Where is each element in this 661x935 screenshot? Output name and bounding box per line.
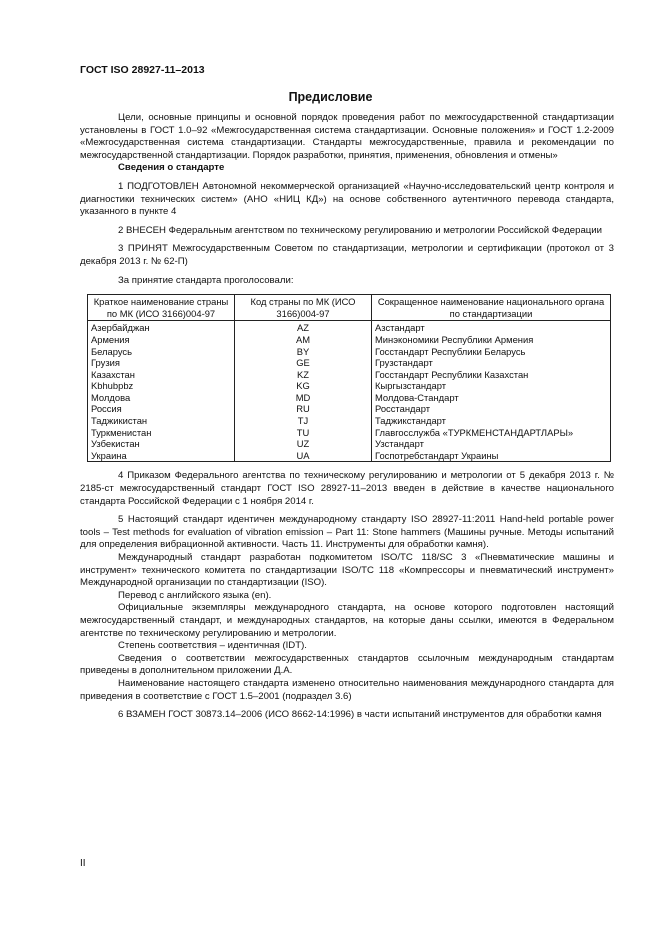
cell-code: AZ xyxy=(235,321,372,334)
cell-body: Азстандарт xyxy=(372,321,611,334)
cell-body: Таджикстандарт xyxy=(372,415,611,427)
item-5-degree: Степень соответствия – идентичная (IDT). xyxy=(118,640,307,652)
item-6: 6 ВЗАМЕН ГОСТ 30873.14–2006 (ИСО 8662-14:1996) в части испытаний инструментов для обработки камня xyxy=(118,709,602,721)
item-5-developer: Международный стандарт разработан подкомитетом ISO/TC 118/SC 3 «Пневматические машины и инструмент» технического комитета по стандартизации ISO/TC 118 «Компрессоры и пневматический инструмент» Международной организации по стандартизации (ISO). xyxy=(80,552,614,589)
cell-country: Азербайджан xyxy=(88,321,235,334)
table-header-code: Код страны по МК (ИСО 3166)004-97 xyxy=(235,295,372,321)
table-row xyxy=(88,415,611,427)
table-row xyxy=(88,357,611,369)
item-5-copies: Официальные экземпляры международного стандарта, на основе которого подготовлен настоящий межгосударственный стандарт, и международных стандартов, на которые даны ссылки, имеются в Федеральном агентстве по техническому регулированию и метрологии. xyxy=(80,602,614,639)
cell-body: Госпотребстандарт Украины xyxy=(372,450,611,462)
voting-table xyxy=(87,294,611,462)
cell-code: AM xyxy=(235,334,372,346)
cell-code: KG xyxy=(235,380,372,392)
document-body xyxy=(80,112,614,722)
subheading: Сведения о стандарте xyxy=(118,162,225,174)
cell-code: BY xyxy=(235,346,372,358)
cell-country: Таджикистан xyxy=(88,415,235,427)
cell-body: Госстандарт Республики Беларусь xyxy=(372,346,611,358)
table-row xyxy=(88,369,611,381)
cell-country: Kbhubpbz xyxy=(88,380,235,392)
cell-code: TU xyxy=(235,427,372,439)
item-2: 2 ВНЕСЕН Федеральным агентством по техническому регулированию и метрологии Российской Федерации xyxy=(118,224,603,236)
item-5: 5 Настоящий стандарт идентичен международному стандарту ISO 28927-11:2011 Hand-held portable power tools – Test methods for evaluation of vibration emission – Part 11: Stone hammers (Машины ручные. Методы испытаний для определения вибрационной активности. Часть 11. Инструменты для обработки камня). xyxy=(80,514,614,551)
item-3: 3 ПРИНЯТ Межгосударственным Советом по стандартизации, метрологии и сертификации (протокол от 3 декабря 2013 г. № 62-П) xyxy=(80,243,614,267)
item-5-annex: Сведения о соответствии межгосударственных стандартов ссылочным международным стандартам приведены в дополнительном приложении Д.А. xyxy=(80,652,614,677)
cell-code: KZ xyxy=(235,369,372,381)
cell-body: Кыргызстандарт xyxy=(372,380,611,392)
cell-code: UA xyxy=(235,450,372,462)
table-row xyxy=(88,380,611,392)
cell-code: MD xyxy=(235,392,372,404)
table-row xyxy=(88,334,611,346)
page-number: II xyxy=(80,858,86,869)
table-row xyxy=(88,392,611,404)
table-header-row xyxy=(88,295,611,321)
cell-country: Молдова xyxy=(88,392,235,404)
cell-country: Грузия xyxy=(88,357,235,369)
table-row xyxy=(88,450,611,462)
cell-body: Госстандарт Республики Казахстан xyxy=(372,369,611,381)
item-4: 4 Приказом Федерального агентства по техническому регулированию и метрологии от 5 декабря 2013 г. № 2185-ст межгосударственный стандарт ГОСТ ISO 28927-11–2013 введен в действие в качестве национального стандарта Российской Федерации с 1 ноября 2014 г. xyxy=(80,470,614,507)
vote-intro: За принятие стандарта проголосовали: xyxy=(118,274,294,286)
cell-code: GE xyxy=(235,357,372,369)
cell-country: Казахстан xyxy=(88,369,235,381)
cell-country: Армения xyxy=(88,334,235,346)
table-row xyxy=(88,427,611,439)
cell-body: Главгосслужба «ТУРКМЕНСТАНДАРТЛАРЫ» xyxy=(372,427,611,439)
table-row xyxy=(88,438,611,450)
cell-body: Узстандарт xyxy=(372,438,611,450)
cell-body: Молдова-Стандарт xyxy=(372,392,611,404)
table-header-country: Краткое наименование страны по МК (ИСО 3166)004-97 xyxy=(88,295,235,321)
cell-code: TJ xyxy=(235,415,372,427)
table-row xyxy=(88,403,611,415)
intro-paragraph: Цели, основные принципы и основной порядок проведения работ по межгосударственной стандартизации установлены в ГОСТ 1.0–92 «Межгосударственная система стандартизации. Основные положения» и ГОСТ 1.2-2009 «Межгосударственная система стандартизации. Стандарты межгосударственные, правила и рекомендации по межгосударственной стандартизации. Порядок разработки, принятия, применения, обновления и отмены» xyxy=(80,112,614,161)
cell-country: Беларусь xyxy=(88,346,235,358)
cell-code: UZ xyxy=(235,438,372,450)
item-5-translation: Перевод с английского языка (en). xyxy=(118,589,272,601)
cell-body: Росстандарт xyxy=(372,403,611,415)
table-body xyxy=(88,321,611,462)
item-1: 1 ПОДГОТОВЛЕН Автономной некоммерческой организацией «Научно-исследовательский центр контроля и диагностики технических систем» (АНО «НИЦ КД») на основе собственного аутентичного перевода стандарта, указанного в пункте 4 xyxy=(80,180,614,218)
table-row xyxy=(88,346,611,358)
cell-body: Минэкономики Республики Армения xyxy=(372,334,611,346)
item-5-name-change: Наименование настоящего стандарта изменено относительно наименования международного стандарта для приведения в соответствие с ГОСТ 1.5–2001 (подраздел 3.6) xyxy=(80,677,614,702)
section-title: Предисловие xyxy=(288,90,373,104)
table-row xyxy=(88,321,611,334)
cell-country: Туркменистан xyxy=(88,427,235,439)
cell-code: RU xyxy=(235,403,372,415)
document-header: ГОСТ ISO 28927-11–2013 xyxy=(80,64,205,76)
table-header-body: Сокращенное наименование национального органа по стандартизации xyxy=(372,295,611,321)
cell-country: Узбекистан xyxy=(88,438,235,450)
cell-country: Россия xyxy=(88,403,235,415)
cell-country: Украина xyxy=(88,450,235,462)
cell-body: Грузстандарт xyxy=(372,357,611,369)
